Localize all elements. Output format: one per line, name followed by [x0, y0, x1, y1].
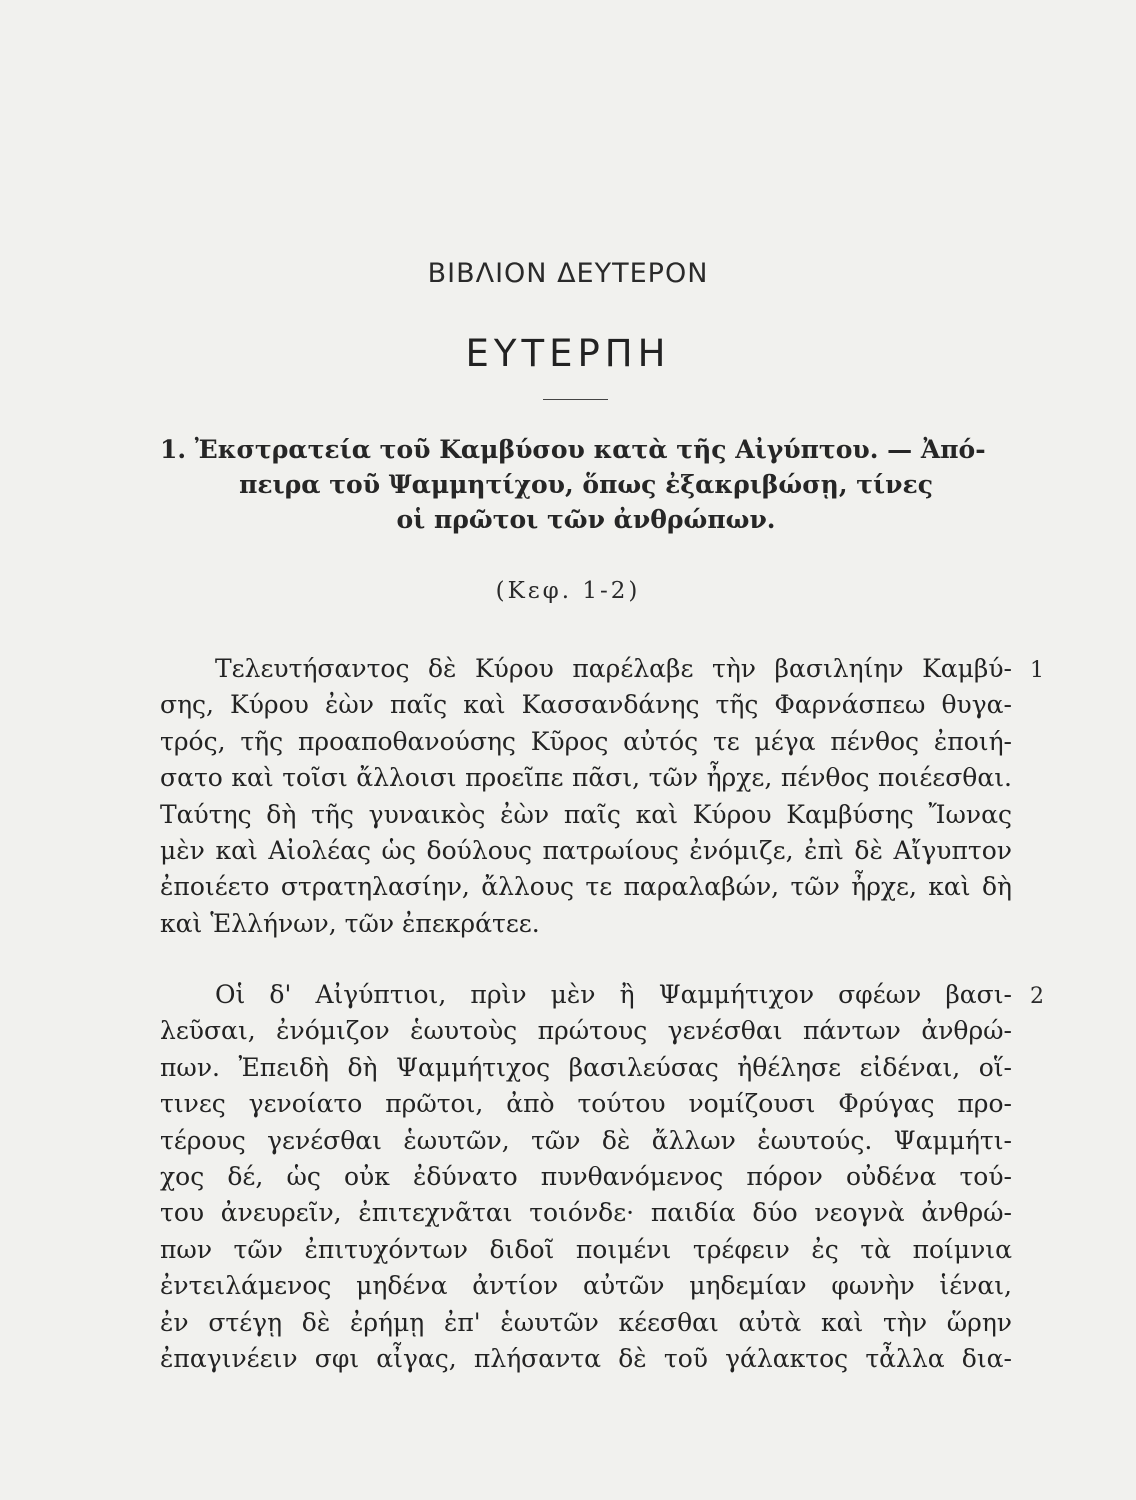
- heading-line: πειρα τοῦ Ψαμμητίχου, ὅπως ἐξακριβώσῃ, τίνες: [239, 470, 933, 499]
- title-divider: [543, 399, 608, 400]
- text-line: χος δέ, ὡς οὐκ ἐδύνατο πυνθανόμενος πόρον οὐδένα τού-: [160, 1161, 1012, 1191]
- heading-line: οἱ πρῶτοι τῶν ἀνθρώπων.: [396, 505, 776, 534]
- text-line: πων. Ἐπειδὴ δὴ Ψαμμήτιχος βασιλεύσας ἠθέλησε εἰδέναι, οἵ-: [160, 1052, 1012, 1082]
- section-number-2: 2: [1030, 984, 1044, 1009]
- text-line: Ταύτης δὴ τῆς γυναικὸς ἐὼν παῖς καὶ Κύρου Καμβύσης Ἴωνας: [160, 799, 1012, 829]
- heading-line: 1. Ἐκστρατεία τοῦ Καμβύσου κατὰ τῆς Αἰγύπτου. — Ἀπό-: [160, 435, 986, 464]
- text-line: σατο καὶ τοῖσι ἄλλοισι προεῖπε πᾶσι, τῶν ἦρχε, πένθος ποιέεσθαι.: [160, 763, 1012, 793]
- text-line: λεῦσαι, ἐνόμιζον ἑωυτοὺς πρώτους γενέσθαι πάντων ἀνθρώ-: [160, 1016, 1012, 1046]
- text-line: τρός, τῆς προαποθανούσης Κῦρος αὐτός τε μέγα πένθος ἐποιή-: [160, 726, 1012, 756]
- text-line: τέρους γενέσθαι ἑωυτῶν, τῶν δὲ ἄλλων ἑωυτούς. Ψαμμήτι-: [160, 1125, 1012, 1155]
- text-line: Τελευτήσαντος δὲ Κύρου παρέλαβε τὴν βασιληίην Καμβύ-: [215, 654, 1012, 683]
- text-line: καὶ Ἑλλήνων, τῶν ἐπεκράτεε.: [160, 908, 540, 938]
- text-line: του ἀνευρεῖν, ἐπιτεχνᾶται τοιόνδε· παιδία δύο νεογνὰ ἀνθρώ-: [160, 1198, 1012, 1228]
- book-name: ΕΥΤΕΡΠΗ: [465, 332, 671, 375]
- text-line: ἐν στέγῃ δὲ ἐρήμῃ ἐπ' ἑωυτῶν κέεσθαι αὐτὰ καὶ τὴν ὥρην: [160, 1307, 1012, 1337]
- section-number-1: 1: [1030, 658, 1044, 683]
- book-title: ΒΙΒΛΙΟΝ ΔΕΥΤΕΡΟΝ: [427, 258, 709, 289]
- text-line: τινες γενοίατο πρῶτοι, ἀπὸ τούτου νομίζουσι Φρύγας προ-: [160, 1089, 1012, 1119]
- text-line: Οἱ δ' Αἰγύπτιοι, πρὶν μὲν ἢ Ψαμμήτιχον σφέων βασι-: [215, 980, 1012, 1009]
- text-line: πων τῶν ἐπιτυχόντων διδοῖ ποιμένι τρέφειν ἐς τὰ ποίμνια: [160, 1234, 1012, 1264]
- text-line: σης, Κύρου ἐὼν παῖς καὶ Κασσανδάνης τῆς Φαρνάσπεω θυγα-: [160, 690, 1012, 720]
- section-heading: [160, 432, 1012, 537]
- chapter-reference: (Κεφ. 1-2): [495, 578, 641, 604]
- paragraph-1: [160, 651, 1012, 942]
- text-line: ἐπαγινέειν σφι αἶγας, πλήσαντα δὲ τοῦ γάλακτος τἆλλα δια-: [160, 1343, 1012, 1373]
- text-line: μὲν καὶ Αἰολέας ὡς δούλους πατρωίους ἐνόμιζε, ἐπὶ δὲ Αἴγυπτον: [160, 835, 1012, 865]
- text-line: ἐποιέετο στρατηλασίην, ἄλλους τε παραλαβών, τῶν ἦρχε, καὶ δὴ: [160, 872, 1012, 902]
- text-line: ἐντειλάμενος μηδένα ἀντίον αὐτῶν μηδεμίαν φωνὴν ἱέναι,: [160, 1271, 1012, 1301]
- paragraph-2: [160, 977, 1012, 1377]
